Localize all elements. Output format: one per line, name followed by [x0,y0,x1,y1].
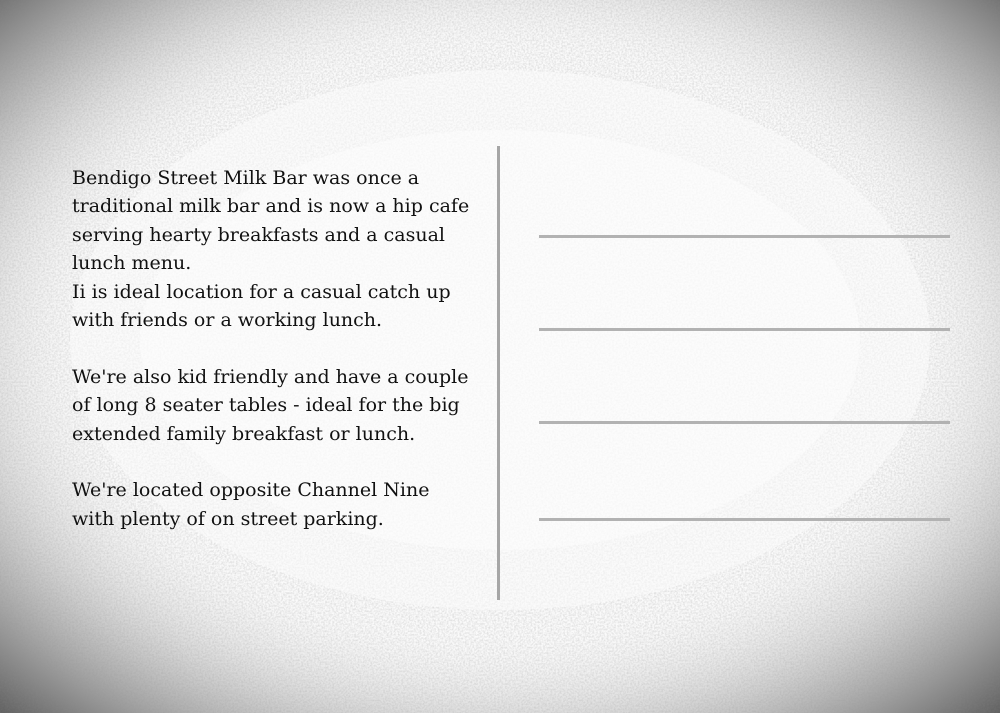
address-line-3 [539,421,950,424]
message-paragraph-intro: Bendigo Street Milk Bar was once a traditional milk bar and is now a hip cafe serving hearty breakfasts and a casual lunch menu. [72,167,470,275]
address-line-1 [539,235,950,238]
address-line-4 [539,518,950,521]
message-paragraph-location: We're located opposite Channel Nine with plenty of on street parking. [72,479,430,530]
address-line-2 [539,328,950,331]
message-paragraph-kid-friendly: We're also kid friendly and have a couple of long 8 seater tables - ideal for the big extended family breakfast or lunch. [72,365,469,445]
message-paragraph-location-ideal: Ii is ideal location for a casual catch up with friends or a working lunch. [72,280,451,332]
center-divider [497,146,500,600]
postcard-message [72,164,472,533]
